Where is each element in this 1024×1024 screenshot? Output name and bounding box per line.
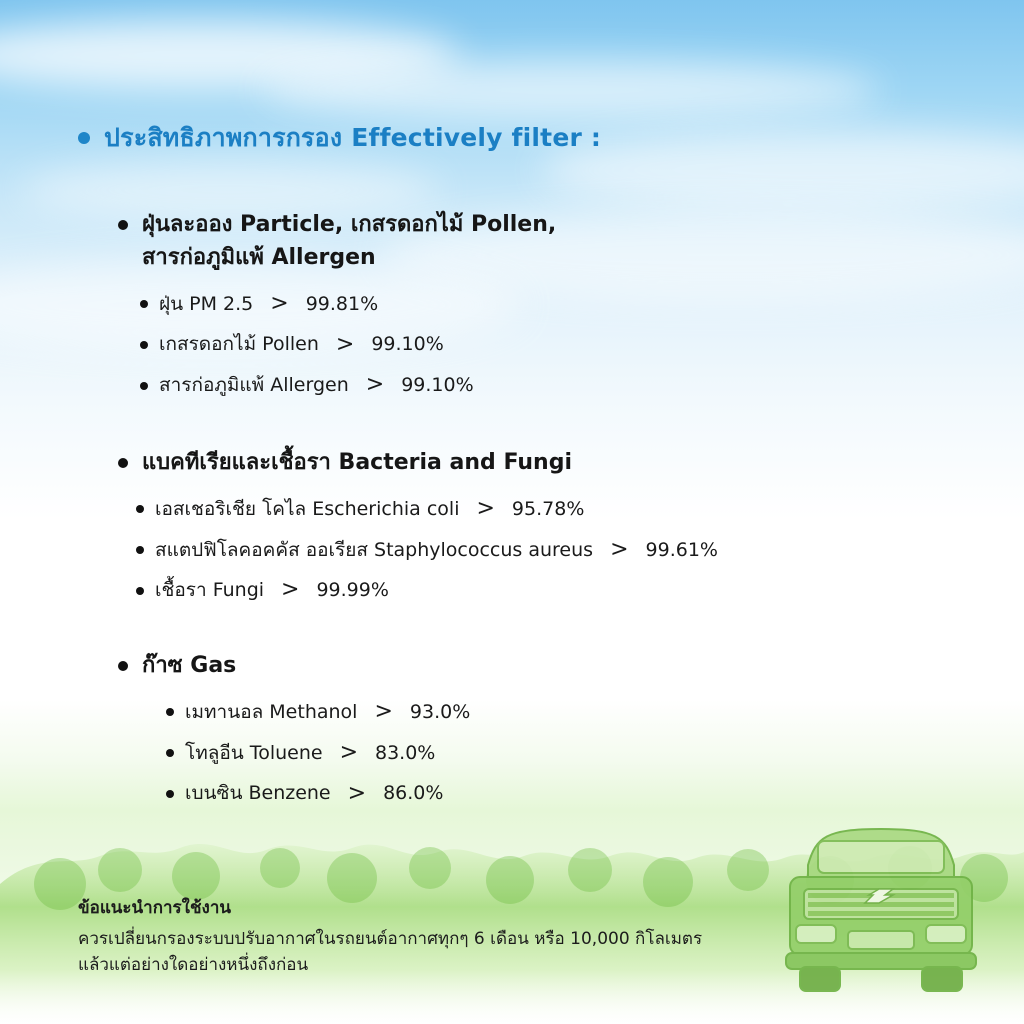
bullet-icon: [140, 341, 148, 349]
list-item: [140, 365, 978, 406]
group-title: [118, 446, 978, 479]
bullet-icon: [166, 708, 174, 716]
group-title: [118, 649, 978, 682]
greater-than-icon: >: [281, 577, 300, 603]
list-item: [166, 733, 978, 774]
item-value: 95.78%: [511, 497, 585, 520]
greater-than-icon: >: [347, 780, 367, 806]
item-label: เชื้อรา Fungi: [155, 579, 265, 602]
greater-than-icon: >: [365, 372, 385, 398]
group-title-line: แบคทีเรียและเชื้อรา Bacteria and Fungi: [142, 450, 573, 476]
item-value: 99.61%: [645, 538, 718, 561]
item-label: เบนซิน Benzene: [185, 782, 331, 805]
item-label: เอสเชอริเชีย โคไล Escherichia coli: [155, 497, 460, 520]
bullet-icon: [78, 132, 90, 144]
usage-recommendation-title: ข้อแนะนำการใช้งาน: [78, 898, 231, 918]
usage-recommendation-line: ควรเปลี่ยนกรองระบบปรับอากาศในรถยนต์อากาศทุกๆ 6 เดือน หรือ 10,000 กิโลเมตร: [78, 929, 703, 949]
bullet-icon: [136, 505, 144, 513]
list-item: [136, 489, 978, 530]
bullet-icon: [118, 661, 128, 671]
item-value: 86.0%: [383, 782, 444, 805]
item-label: เกสรดอกไม้ Pollen: [159, 333, 319, 356]
greater-than-icon: >: [270, 291, 289, 316]
list-item: [136, 530, 978, 571]
greater-than-icon: >: [339, 739, 358, 765]
list-item: [140, 325, 978, 366]
item-label: เมทานอล Methanol: [185, 700, 358, 723]
usage-recommendation: [78, 894, 778, 978]
group-title-line: ก๊าซ Gas: [142, 653, 237, 679]
truck-illustration: [756, 807, 1006, 1002]
group-bacteria-fungi: [118, 446, 978, 611]
item-label: ฝุ่น PM 2.5: [159, 292, 254, 315]
item-value: 99.81%: [305, 292, 379, 315]
group-title: [118, 208, 978, 274]
bullet-icon: [140, 382, 148, 390]
group-particle: [118, 208, 978, 406]
bullet-icon: [166, 790, 174, 798]
list-item: [166, 692, 978, 733]
group-title-line: สารก่อภูมิแพ้ Allergen: [142, 245, 376, 270]
greater-than-icon: >: [476, 496, 495, 522]
bullet-icon: [118, 458, 128, 468]
list-item: [136, 570, 978, 611]
item-label: สแตปฟิโลคอคคัส ออเรียส Staphylococcus aureus: [155, 538, 594, 561]
bullet-icon: [136, 546, 144, 554]
greater-than-icon: >: [610, 536, 629, 562]
filter-efficiency-list: [118, 208, 978, 840]
group-title-line: ฝุ่นละออง Particle, เกสรดอกไม้ Pollen,: [142, 212, 557, 237]
item-value: 93.0%: [409, 700, 471, 723]
item-value: 99.10%: [371, 333, 444, 356]
item-label: สารก่อภูมิแพ้ Allergen: [159, 374, 349, 397]
page-title-text: ประสิทธิภาพการกรอง Effectively filter :: [104, 123, 602, 152]
item-value: 99.10%: [401, 374, 474, 397]
item-value: 99.99%: [316, 579, 389, 602]
item-value: 83.0%: [375, 741, 436, 764]
bullet-icon: [136, 587, 144, 595]
list-item: [140, 284, 978, 325]
usage-recommendation-line: แล้วแต่อย่างใดอย่างหนึ่งถึงก่อน: [78, 954, 309, 975]
bullet-icon: [140, 300, 148, 308]
group-gas: [118, 649, 978, 814]
bullet-icon: [118, 220, 128, 230]
greater-than-icon: >: [335, 331, 355, 357]
item-label: โทลูอีน Toluene: [185, 741, 323, 764]
greater-than-icon: >: [374, 699, 393, 725]
bullet-icon: [166, 749, 174, 757]
page-title: [78, 118, 601, 158]
